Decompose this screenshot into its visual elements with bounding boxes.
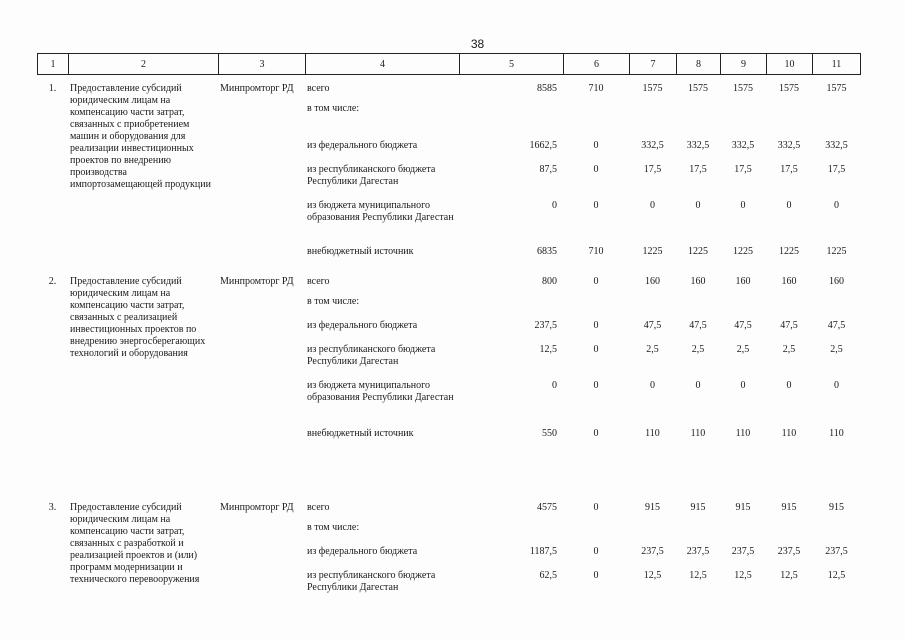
- value-col-7: 0: [650, 380, 655, 391]
- value-col-6: [563, 518, 629, 542]
- value-col-5: 87,5: [539, 164, 557, 175]
- value-col-8: 0: [695, 380, 701, 391]
- value-col-6: 0: [593, 276, 599, 287]
- funding-source: из республиканского бюджета Республики Дагестан: [307, 164, 436, 187]
- value-col-6: 0: [593, 428, 599, 439]
- funding-source: из бюджета муниципального образования Республики Дагестан: [307, 200, 454, 223]
- funding-source: из республиканского бюджета Республики Дагестан: [307, 344, 436, 367]
- responsible-org: Минпромторг РД: [220, 502, 294, 513]
- column-header-7: 7: [629, 53, 676, 75]
- value-col-11: 2,5: [830, 344, 843, 355]
- budget-table: [37, 53, 861, 594]
- funding-source: из федерального бюджета: [307, 320, 418, 331]
- value-col-9: 2,5: [736, 344, 750, 355]
- value-col-8: [676, 292, 720, 316]
- value-col-11: [812, 518, 861, 542]
- measure-name: Предоставление субсидий юридическим лицам на компенсацию части затрат, связанных с приобретением машин и оборудования для реализации инвестиционных проектов по внедрению производства импортозамещающей продукции: [70, 83, 211, 190]
- value-col-5: [459, 518, 563, 542]
- value-col-8: [676, 518, 720, 542]
- value-col-7: [629, 292, 676, 316]
- row-spacer: [37, 470, 861, 494]
- value-col-7: 332,5: [641, 140, 664, 151]
- value-col-9: 160: [735, 276, 751, 287]
- value-col-10: 1225: [779, 246, 799, 257]
- funding-source: всего: [307, 502, 330, 513]
- value-col-8: 1225: [688, 246, 708, 257]
- value-col-6: 0: [593, 380, 599, 391]
- row-number: 1.: [48, 83, 57, 94]
- value-col-6: 0: [593, 200, 599, 211]
- value-col-6: 710: [588, 246, 604, 257]
- value-col-10: 0: [786, 380, 792, 391]
- value-col-7: 17,5: [643, 164, 662, 175]
- column-header-5: 5: [459, 53, 563, 75]
- value-col-9: 1575: [733, 83, 753, 94]
- value-col-7: [629, 99, 676, 136]
- column-header-1: 1: [37, 53, 68, 75]
- value-col-6: 0: [593, 320, 599, 331]
- value-col-7: 110: [645, 428, 660, 439]
- value-col-6: 0: [593, 344, 599, 355]
- column-header-9: 9: [720, 53, 766, 75]
- value-col-6: [563, 292, 629, 316]
- value-col-8: 1575: [688, 83, 708, 94]
- row-number: 2.: [48, 276, 57, 287]
- value-col-7: [629, 518, 676, 542]
- value-col-5: 0: [552, 380, 557, 391]
- value-col-8: 110: [690, 428, 706, 439]
- value-col-10: [766, 518, 812, 542]
- value-col-5: 62,5: [539, 570, 557, 581]
- responsible-org: Минпромторг РД: [220, 83, 294, 94]
- column-header-8: 8: [676, 53, 720, 75]
- value-col-10: 237,5: [777, 546, 801, 557]
- value-col-6: 710: [588, 83, 604, 94]
- value-col-5: 0: [552, 200, 557, 211]
- column-header-3: 3: [218, 53, 305, 75]
- funding-source: в том числе:: [307, 296, 360, 307]
- value-col-9: [720, 518, 766, 542]
- value-col-5: [459, 99, 563, 136]
- value-col-6: 0: [593, 570, 599, 581]
- value-col-7: 0: [650, 200, 655, 211]
- value-col-9: 47,5: [734, 320, 752, 331]
- column-header-4: 4: [305, 53, 459, 75]
- value-col-11: 915: [829, 502, 844, 513]
- value-col-8: 2,5: [691, 344, 705, 355]
- value-col-7: 1225: [642, 246, 663, 257]
- column-header-10: 10: [766, 53, 812, 75]
- value-col-7: 12,5: [643, 570, 662, 581]
- value-col-5: 12,5: [539, 344, 557, 355]
- value-col-7: 47,5: [643, 320, 662, 331]
- row-number: 3.: [48, 502, 57, 513]
- funding-source: из бюджета муниципального образования Республики Дагестан: [307, 380, 454, 403]
- measure-name: Предоставление субсидий юридическим лицам на компенсацию части затрат, связанных с разработкой и реализацией проектов и (или) программ модернизации и технического перевооружения: [70, 502, 200, 585]
- value-col-5: 6835: [537, 246, 557, 257]
- value-col-7: 1575: [642, 83, 663, 94]
- value-col-8: 160: [690, 276, 706, 287]
- value-col-10: 160: [781, 276, 797, 287]
- value-col-9: 12,5: [734, 570, 752, 581]
- funding-source: в том числе:: [307, 522, 360, 533]
- funding-source: внебюджетный источник: [307, 428, 414, 439]
- funding-source: из федерального бюджета: [307, 140, 418, 151]
- value-col-11: 332,5: [825, 140, 848, 151]
- value-col-7: 915: [645, 502, 660, 513]
- funding-source: из республиканского бюджета Республики Дагестан: [307, 570, 436, 593]
- value-col-10: 0: [786, 200, 792, 211]
- column-header-11: 11: [812, 53, 861, 75]
- value-col-8: [676, 99, 720, 136]
- value-col-6: [563, 99, 629, 136]
- value-col-10: 332,5: [777, 140, 801, 151]
- funding-source: всего: [307, 276, 330, 287]
- value-col-5: 4575: [537, 502, 557, 513]
- value-col-9: 237,5: [731, 546, 755, 557]
- value-col-8: 0: [695, 200, 701, 211]
- funding-source: внебюджетный источник: [307, 246, 414, 257]
- value-col-11: 0: [834, 200, 839, 211]
- value-col-6: 0: [593, 164, 599, 175]
- value-col-10: 12,5: [780, 570, 798, 581]
- value-col-6: 0: [593, 502, 599, 513]
- value-col-5: 1187,5: [529, 546, 557, 557]
- value-col-10: 47,5: [780, 320, 798, 331]
- value-col-10: 2,5: [782, 344, 796, 355]
- value-col-7: 160: [645, 276, 660, 287]
- value-col-11: 17,5: [827, 164, 846, 175]
- value-col-10: 110: [781, 428, 797, 439]
- value-col-7: 2,5: [646, 344, 659, 355]
- value-col-10: [766, 292, 812, 316]
- column-header-2: 2: [68, 53, 218, 75]
- value-col-8: 12,5: [689, 570, 707, 581]
- value-col-9: 332,5: [731, 140, 755, 151]
- value-col-9: 0: [740, 380, 746, 391]
- value-col-5: 550: [542, 428, 557, 439]
- value-col-11: 1575: [826, 83, 847, 94]
- value-col-7: 237,5: [641, 546, 664, 557]
- value-col-11: 0: [834, 380, 839, 391]
- value-col-8: 237,5: [686, 546, 710, 557]
- value-col-5: [459, 292, 563, 316]
- value-col-8: 47,5: [689, 320, 707, 331]
- value-col-8: 17,5: [689, 164, 707, 175]
- value-col-9: 1225: [733, 246, 753, 257]
- column-header-6: 6: [563, 53, 629, 75]
- value-col-9: 0: [740, 200, 746, 211]
- value-col-8: 915: [690, 502, 706, 513]
- value-col-9: [720, 99, 766, 136]
- value-col-10: 1575: [779, 83, 799, 94]
- responsible-org: Минпромторг РД: [220, 276, 294, 287]
- value-col-11: 110: [829, 428, 844, 439]
- value-col-11: 12,5: [827, 570, 846, 581]
- value-col-11: 160: [829, 276, 844, 287]
- value-col-10: [766, 99, 812, 136]
- value-col-9: 915: [735, 502, 751, 513]
- value-col-6: 0: [593, 546, 599, 557]
- value-col-5: 237,5: [534, 320, 557, 331]
- value-col-9: 17,5: [734, 164, 752, 175]
- value-col-6: 0: [593, 140, 599, 151]
- funding-source: из федерального бюджета: [307, 546, 418, 557]
- page-number: 38: [470, 37, 485, 51]
- value-col-11: [812, 292, 861, 316]
- funding-source: всего: [307, 83, 330, 94]
- value-col-10: 915: [781, 502, 797, 513]
- value-col-5: 8585: [537, 83, 557, 94]
- funding-source: в том числе:: [307, 103, 360, 114]
- value-col-10: 17,5: [780, 164, 798, 175]
- value-col-11: 237,5: [825, 546, 848, 557]
- value-col-8: 332,5: [686, 140, 710, 151]
- value-col-9: [720, 292, 766, 316]
- value-col-11: 1225: [826, 246, 847, 257]
- value-col-5: 1662,5: [529, 140, 557, 151]
- value-col-9: 110: [735, 428, 751, 439]
- value-col-11: [812, 99, 861, 136]
- measure-name: Предоставление субсидий юридическим лицам на компенсацию части затрат, связанных с реализацией инвестиционных проектов по внедрению энергосберегающих технологий и оборудования: [70, 276, 206, 359]
- value-col-5: 800: [542, 276, 557, 287]
- value-col-11: 47,5: [827, 320, 846, 331]
